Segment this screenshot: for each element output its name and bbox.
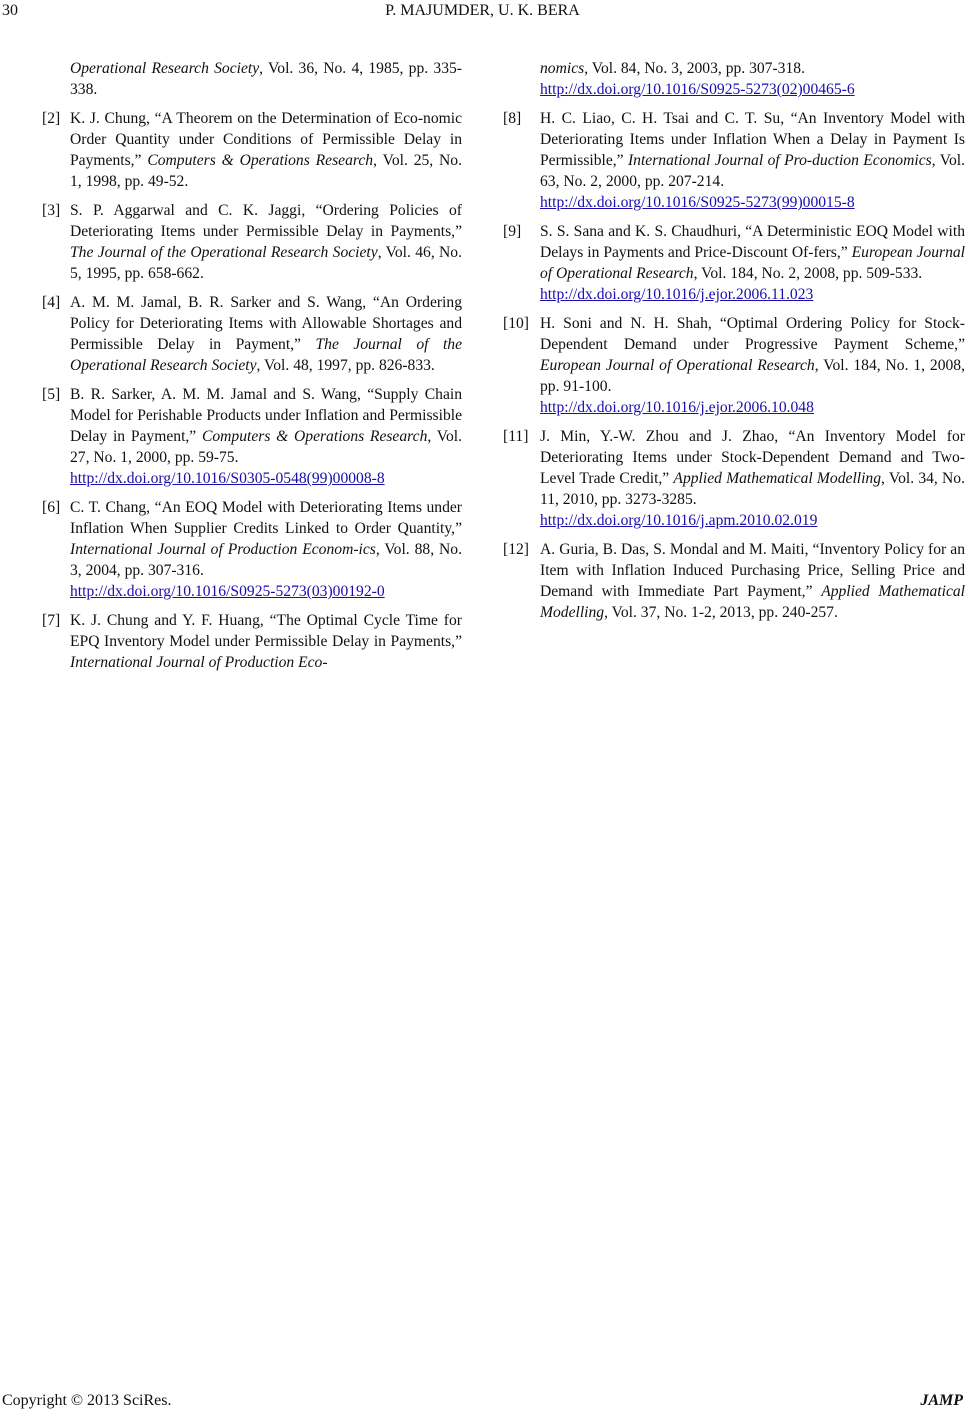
reference-text-segment: , Vol. 184, No. 1, 2008, pp. 91-100.: [540, 357, 965, 395]
references-right-column: [503, 58, 965, 631]
reference-source-title: Applied Mathematical Modelling: [673, 470, 882, 487]
reference-text: [70, 108, 462, 192]
reference-entry: [42, 384, 462, 489]
reference-entry: [503, 426, 965, 531]
reference-source-title: European Journal of Operational Research: [540, 357, 815, 374]
reference-text-segment: C. T. Chang, “An EOQ Model with Deteriorating Items under Inflation When Supplier Credits Linked to Order Quantity,”: [70, 499, 462, 537]
reference-source-title: The Journal of the Operational Research Society: [70, 244, 378, 261]
reference-entry: [503, 539, 965, 623]
reference-source-title: European Journal of Operational Research: [540, 244, 965, 282]
doi-link[interactable]: http://dx.doi.org/10.1016/j.ejor.2006.10.048: [540, 399, 814, 416]
reference-number: [9]: [503, 223, 522, 240]
reference-entry: [42, 292, 462, 376]
reference-number: [12]: [503, 541, 529, 558]
reference-text-segment: S. S. Sana and K. S. Chaudhuri, “A Deterministic EOQ Model with Delays in Payments and Price-Discount Of-fers,”: [540, 223, 965, 261]
reference-source-title: International Journal of Production Econom-ics: [70, 541, 376, 558]
running-header-authors: P. MAJUMDER, U. K. BERA: [385, 2, 580, 19]
reference-source-title: Computers & Operations Research: [201, 428, 428, 445]
reference-text-segment: , Vol. 34, No. 11, 2010, pp. 3273-3285.: [540, 470, 965, 508]
reference-number: [4]: [42, 294, 61, 311]
reference-text: [70, 58, 462, 100]
reference-text: [540, 313, 965, 397]
reference-text: [540, 426, 965, 510]
reference-text-segment: K. J. Chung, “A Theorem on the Determination of Eco-nomic Order Quantity under Conditions of Permissible Delay in Payments,”: [70, 110, 462, 169]
reference-source-title: Applied Mathematical Modelling: [540, 583, 965, 621]
doi-link[interactable]: http://dx.doi.org/10.1016/S0925-5273(02)00465-6: [540, 81, 855, 98]
reference-source-title: International Journal of Pro-duction Economics: [627, 152, 932, 169]
reference-source-title: International Journal of Production Eco-: [70, 654, 328, 671]
reference-text-segment: , Vol. 184, No. 2, 2008, pp. 509-533.: [693, 265, 923, 282]
reference-entry: [503, 221, 965, 305]
doi-link[interactable]: http://dx.doi.org/10.1016/S0925-5273(99)00015-8: [540, 194, 855, 211]
reference-number: [6]: [42, 499, 61, 516]
reference-entry: [503, 58, 965, 100]
reference-number: [7]: [42, 612, 61, 629]
reference-source-title: Operational Research Society: [70, 60, 260, 77]
reference-source-title: The Journal of the Operational Research Society: [70, 336, 462, 374]
reference-text: [540, 58, 965, 79]
footer-copyright: Copyright © 2013 SciRes.: [2, 1392, 172, 1409]
reference-text-segment: , Vol. 27, No. 1, 2000, pp. 59-75.: [70, 428, 463, 466]
reference-text: [540, 539, 965, 623]
reference-entry: [42, 610, 462, 673]
reference-entry: [42, 497, 462, 602]
reference-text-segment: , Vol. 46, No. 5, 1995, pp. 658-662.: [70, 244, 463, 282]
doi-link[interactable]: http://dx.doi.org/10.1016/j.ejor.2006.11.023: [540, 286, 814, 303]
reference-text-segment: H. C. Liao, C. H. Tsai and C. T. Su, “An Inventory Model with Deteriorating Items under Inflation When a Delay in Payment Is Permissible,”: [540, 110, 965, 169]
reference-number: [2]: [42, 110, 61, 127]
reference-number: [5]: [42, 386, 61, 403]
doi-link[interactable]: http://dx.doi.org/10.1016/S0305-0548(99)00008-8: [70, 470, 385, 487]
reference-source-title: nomics: [540, 60, 585, 77]
reference-entry: [42, 58, 462, 100]
reference-entry: [42, 200, 462, 284]
reference-number: [10]: [503, 315, 529, 332]
reference-text-segment: K. J. Chung and Y. F. Huang, “The Optimal Cycle Time for EPQ Inventory Model under Permissible Delay in Payments,”: [70, 612, 462, 650]
reference-source-title: Computers & Operations Research: [147, 152, 374, 169]
reference-number: [8]: [503, 110, 522, 127]
doi-link[interactable]: http://dx.doi.org/10.1016/j.apm.2010.02.019: [540, 512, 818, 529]
reference-text-segment: A. Guria, B. Das, S. Mondal and M. Maiti, “Inventory Policy for an Item with Inflation Induced Purchasing Price, Selling Price and Demand with Immediate Part Payment,”: [540, 541, 965, 600]
footer-journal: JAMP: [920, 1392, 963, 1409]
reference-entry: [503, 108, 965, 213]
reference-text-segment: , Vol. 48, 1997, pp. 826-833.: [256, 357, 435, 374]
reference-number: [11]: [503, 428, 529, 445]
reference-text-segment: , Vol. 37, No. 1-2, 2013, pp. 240-257.: [604, 604, 838, 621]
reference-text: [70, 497, 462, 581]
reference-text-segment: A. M. M. Jamal, B. R. Sarker and S. Wang, “An Ordering Policy for Deteriorating Items with Allowable Shortages and Permissible Delay in Payment,”: [70, 294, 462, 353]
reference-text: [70, 200, 462, 284]
reference-entry: [42, 108, 462, 192]
reference-text: [70, 292, 462, 376]
doi-link[interactable]: http://dx.doi.org/10.1016/S0925-5273(03)00192-0: [70, 583, 385, 600]
reference-text: [70, 384, 462, 468]
reference-text: [540, 108, 965, 192]
reference-text-segment: , Vol. 88, No. 3, 2004, pp. 307-316.: [70, 541, 462, 579]
reference-text-segment: S. P. Aggarwal and C. K. Jaggi, “Ordering Policies of Deteriorating Items under Permissible Delay in Payments,”: [70, 202, 462, 240]
page-number: 30: [2, 2, 18, 19]
reference-text-segment: , Vol. 25, No. 1, 1998, pp. 49-52.: [70, 152, 463, 190]
reference-text-segment: , Vol. 63, No. 2, 2000, pp. 207-214.: [540, 152, 965, 190]
references-left-column: [42, 58, 462, 681]
reference-number: [3]: [42, 202, 61, 219]
reference-entry: [503, 313, 965, 418]
reference-text-segment: , Vol. 84, No. 3, 2003, pp. 307-318.: [584, 60, 805, 77]
reference-text-segment: J. Min, Y.-W. Zhou and J. Zhao, “An Inventory Model for Deteriorating Items under Stock-Dependent Demand and Two-Level Trade Credit,”: [540, 428, 965, 487]
reference-text: [540, 221, 965, 284]
reference-text-segment: , Vol. 36, No. 4, 1985, pp. 335-338.: [70, 60, 462, 98]
reference-text: [70, 610, 462, 673]
reference-text-segment: H. Soni and N. H. Shah, “Optimal Ordering Policy for Stock-Dependent Demand under Progressive Payment Scheme,”: [540, 315, 965, 353]
reference-text-segment: B. R. Sarker, A. M. M. Jamal and S. Wang, “Supply Chain Model for Perishable Products under Inflation and Permissible Delay in Payment,”: [70, 386, 462, 445]
